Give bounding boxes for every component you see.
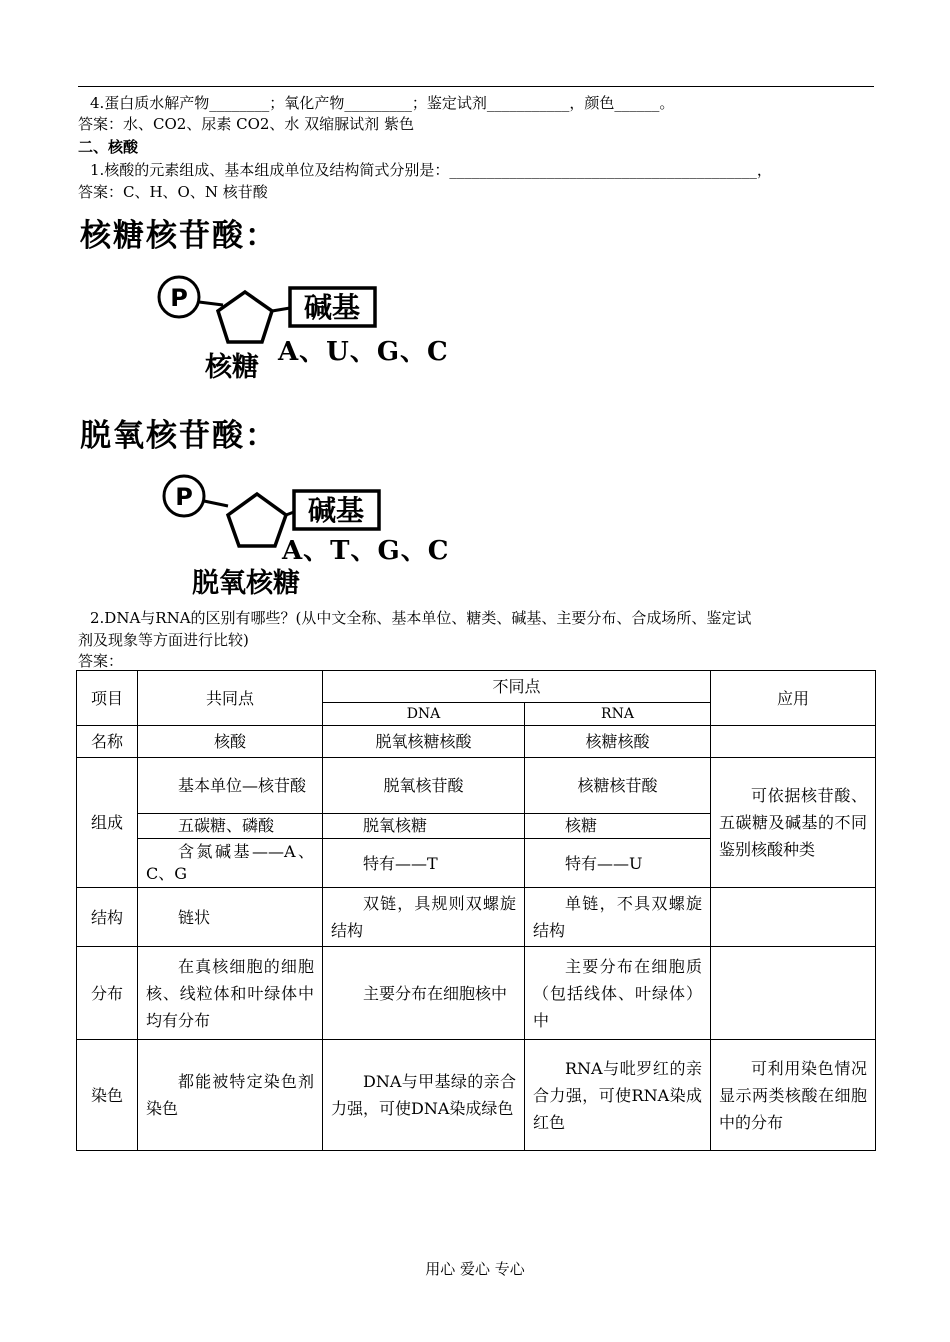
- structure-rna: 单链，不具双螺旋结构: [525, 888, 711, 947]
- composition-sugar-rna: 核糖: [525, 814, 711, 839]
- ribose-pentagon: [218, 292, 272, 342]
- table-row: [77, 758, 876, 814]
- header-application: 应用: [711, 671, 876, 726]
- name-common: 核酸: [138, 726, 323, 758]
- staining-common: 都能被特定染色剂染色: [138, 1040, 323, 1151]
- table-row: [77, 947, 876, 1040]
- composition-unit-dna: 脱氧核苷酸: [323, 758, 525, 814]
- ribonucleotide-bases: A、U、G、C: [278, 337, 449, 367]
- row-label-composition: 组成: [77, 758, 138, 888]
- page-footer: 用心 爱心 专心: [425, 1260, 525, 1278]
- table-row: [77, 888, 876, 947]
- phosphate-label: P: [175, 483, 193, 511]
- name-application: [711, 726, 876, 758]
- q2-question-line2: 剂及现象等方面进行比较): [78, 631, 249, 649]
- header-difference: 不同点: [323, 671, 711, 703]
- name-rna: 核糖核酸: [525, 726, 711, 758]
- bond-line: [272, 308, 290, 311]
- ribonucleotide-title: 核糖核苷酸：: [80, 218, 278, 254]
- section-title-nucleic-acid: 二、核酸: [78, 138, 139, 156]
- row-label-staining: 染色: [77, 1040, 138, 1151]
- ribose-label: 核糖: [205, 352, 259, 383]
- distribution-application: [711, 947, 876, 1040]
- row-label-structure: 结构: [77, 888, 138, 947]
- row-label-distribution: 分布: [77, 947, 138, 1040]
- base-box-label: 碱基: [307, 494, 365, 527]
- q2-question-line1: 2.DNA与RNA的区别有哪些？(从中文全称、基本单位、糖类、碱基、主要分布、合成场所、鉴定试: [90, 609, 752, 627]
- q1-answer: 答案：C、H、O、N 核苷酸: [78, 183, 268, 201]
- composition-unit-common: 基本单位—核苷酸: [138, 758, 323, 814]
- deoxyribose-label: 脱氧核糖: [192, 568, 300, 599]
- structure-application: [711, 888, 876, 947]
- composition-application: 可依据核苷酸、五碳糖及碱基的不同鉴别核酸种类: [711, 758, 876, 888]
- structure-dna: 双链，具规则双螺旋结构: [323, 888, 525, 947]
- composition-sugar-dna: 脱氧核糖: [323, 814, 525, 839]
- distribution-common: 在真核细胞的细胞核、线粒体和叶绿体中均有分布: [138, 947, 323, 1040]
- composition-unit-rna: 核糖核苷酸: [525, 758, 711, 814]
- header-dna: DNA: [323, 703, 525, 726]
- composition-base-dna: 特有——T: [323, 839, 525, 888]
- staining-application: 可利用染色情况显示两类核酸在细胞中的分布: [711, 1040, 876, 1151]
- composition-sugar-common: 五碳糖、磷酸: [138, 814, 323, 839]
- table-row: [77, 671, 876, 703]
- bond-line: [204, 501, 228, 506]
- deoxyribonucleotide-title: 脱氧核苷酸：: [80, 418, 278, 454]
- q4-question: 4.蛋白质水解产物________；氧化产物_________；鉴定试剂___________，颜色______。: [90, 94, 675, 112]
- q4-answer: 答案：水、CO2、尿素 CO2、水 双缩脲试剂 紫色: [78, 115, 414, 133]
- header-common: 共同点: [138, 671, 323, 726]
- table-row: [77, 726, 876, 758]
- phosphate-label: P: [170, 284, 188, 312]
- composition-base-common: 含氮碱基——A、C、G: [138, 839, 323, 888]
- composition-base-rna: 特有——U: [525, 839, 711, 888]
- deoxyribose-pentagon: [228, 494, 286, 546]
- row-label-name: 名称: [77, 726, 138, 758]
- distribution-dna: 主要分布在细胞核中: [323, 947, 525, 1040]
- base-box-label: 碱基: [303, 291, 361, 324]
- table-row: [77, 1040, 876, 1151]
- q1-question: 1.核酸的元素组成、基本组成单位及结构简式分别是：_________________________________________，: [90, 161, 772, 179]
- name-dna: 脱氧核糖核酸: [323, 726, 525, 758]
- dna-rna-comparison-table: [76, 670, 876, 1151]
- staining-dna: DNA与甲基绿的亲合力强，可使DNA染成绿色: [323, 1040, 525, 1151]
- deoxyribonucleotide-bases: A、T、G、C: [282, 536, 450, 566]
- bond-line: [199, 302, 223, 305]
- q2-answer-label: 答案：: [78, 652, 124, 670]
- header-rule: [78, 86, 874, 87]
- header-rna: RNA: [525, 703, 711, 726]
- structure-common: 链状: [138, 888, 323, 947]
- distribution-rna: 主要分布在细胞质（包括线体、叶绿体）中: [525, 947, 711, 1040]
- header-item: 项目: [77, 671, 138, 726]
- staining-rna: RNA与吡罗红的亲合力强，可使RNA染成红色: [525, 1040, 711, 1151]
